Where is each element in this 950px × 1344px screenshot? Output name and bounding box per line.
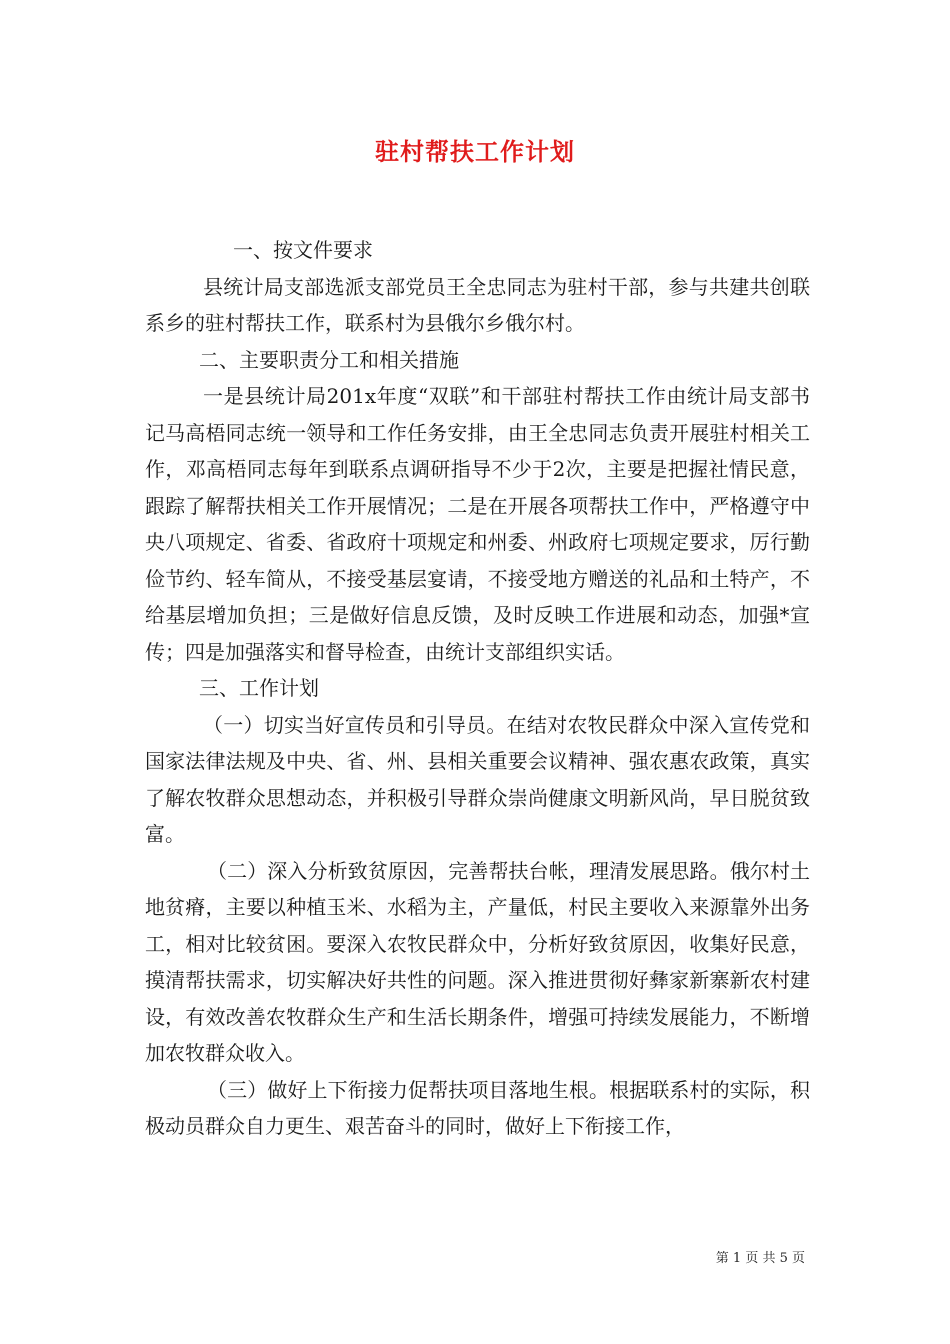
document-body (145, 232, 810, 1145)
paragraph: 县统计局支部选派支部党员王全忠同志为驻村干部，参与共建共创联系乡的驻村帮扶工作，联系村为县俄尔乡俄尔村。 (145, 274, 810, 335)
paragraph: 一是县统计局201x年度“双联”和干部驻村帮扶工作由统计局支部书记马高梧同志统一领导和工作任务安排，由王全忠同志负责开展驻村相关工作，邓高梧同志每年到联系点调研指导不少于2次，主要是把握社情民意，跟踪了解帮扶相关工作开展情况；二是在开展各项帮扶工作中，严格遵守中央八项规定、省委、省政府十项规定和州委、州政府七项规定要求，厉行勤俭节约、轻车简从，不接受基层宴请，不接受地方赠送的礼品和土特产，不给基层增加负担；三是做好信息反馈，及时反映工作进展和动态，加强*宣传；四是加强落实和督导检查，由统计支部组织实话。 (145, 384, 810, 664)
paragraph: （一）切实当好宣传员和引导员。在结对农牧民群众中深入宣传党和国家法律法规及中央、省、州、县相关重要会议精神、强农惠农政策，真实了解农牧群众思想动态，并积极引导群众崇尚健康文明新风尚，早日脱贫致富。 (145, 712, 810, 846)
document-title: 驻村帮扶工作计划 (375, 137, 575, 166)
page-number: 第 1 页 共 5 页 (715, 1251, 805, 1266)
paragraph: （三）做好上下衔接力促帮扶项目落地生根。根据联系村的实际，积极动员群众自力更生、艰苦奋斗的同时，做好上下衔接工作， (145, 1077, 810, 1138)
paragraph: （二）深入分析致贫原因，完善帮扶台帐，理清发展思路。俄尔村土地贫瘠，主要以种植玉米、水稻为主，产量低，村民主要收入来源靠外出务工，相对比较贫困。要深入农牧民群众中，分析好致贫原因，收集好民意，摸清帮扶需求，切实解决好共性的问题。深入推进贯彻好彝家新寨新农村建设，有效改善农牧群众生产和生活长期条件，增强可持续发展能力，不断增加农牧群众收入。 (145, 858, 810, 1065)
section-heading: 三、工作计划 (199, 676, 319, 700)
section-heading: 一、按文件要求 (233, 238, 373, 262)
section-heading: 二、主要职责分工和相关措施 (199, 347, 459, 372)
